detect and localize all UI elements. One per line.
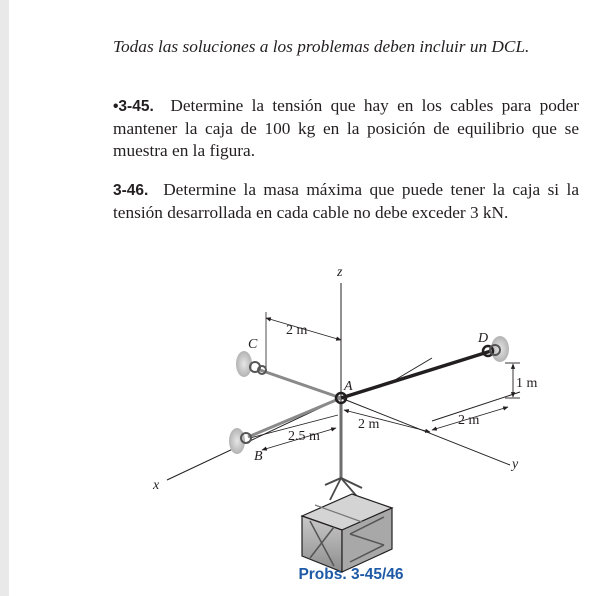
dim-d-height-label: 1 m	[516, 376, 538, 391]
axis-z-label: z	[337, 265, 343, 280]
cable-ac	[260, 370, 341, 398]
support-c-wall	[236, 351, 252, 377]
point-a-label: A	[344, 379, 353, 394]
crate	[302, 478, 392, 572]
problem-3-45-number: •3-45.	[113, 98, 154, 115]
axis-x-label: x	[153, 478, 160, 493]
problem-3-46-number: 3-46.	[113, 182, 149, 199]
dim-c-offset-label: 2 m	[286, 323, 308, 338]
problem-3-46-text: Determine la masa máxima que puede tener la caja si la tensión desarrollada en cada cable no debe exceder 3 kN.	[113, 180, 580, 223]
dim-y-2m-label: 2 m	[458, 413, 480, 428]
point-d-label: D	[478, 331, 489, 346]
problem-3-45-text: Determine la tensión que hay en los cables para poder mantener la caja de 100 kg en la posición de equilibrio que se muestra en la figura.	[113, 96, 579, 161]
dim-a-2m-label: 2 m	[358, 417, 380, 432]
cable-ad	[341, 351, 491, 398]
figure-caption: Probs. 3-45/46	[298, 566, 404, 583]
dim-b-offset-label: 2.5 m	[288, 429, 320, 444]
dim-a-line	[344, 410, 430, 432]
fbd-note: Todas las soluciones a los problemas deben incluir un DCL.	[113, 37, 530, 56]
point-c-label: C	[248, 337, 258, 352]
axis-y-label: y	[512, 457, 519, 472]
point-b-label: B	[254, 449, 263, 464]
